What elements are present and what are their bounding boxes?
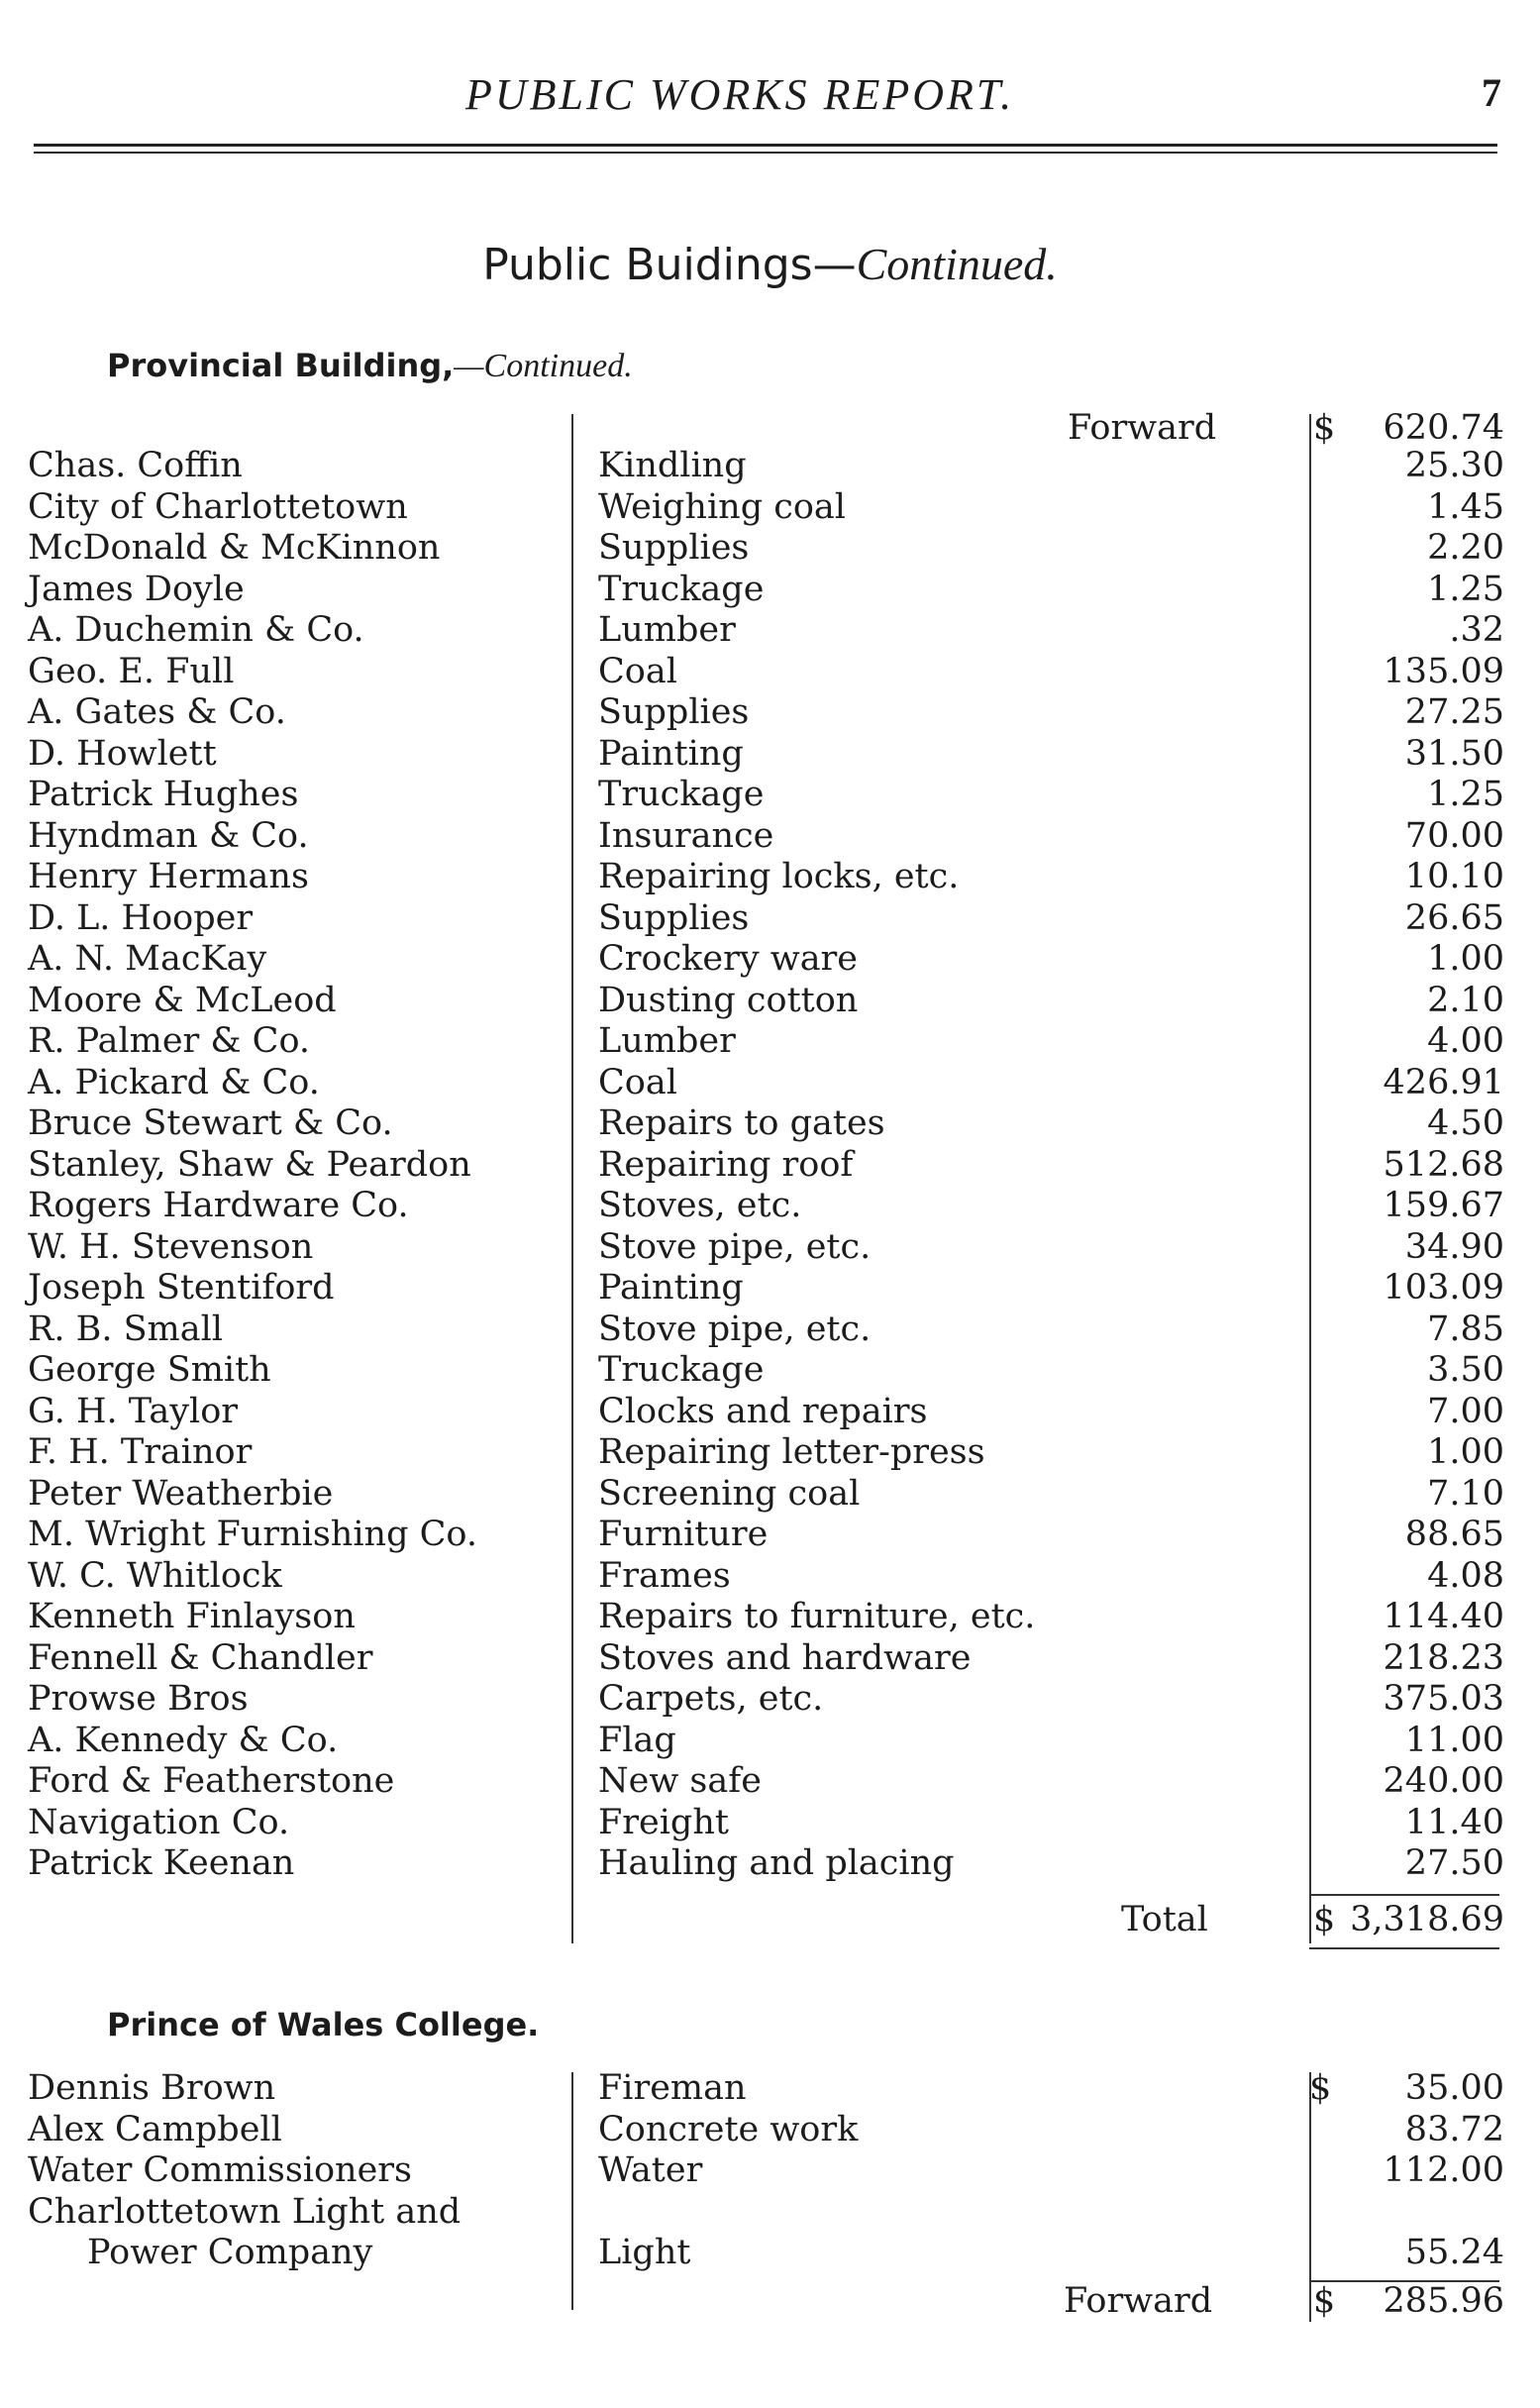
expense-item: Lumber: [598, 1021, 736, 1061]
expense-item: Repairs to furniture, etc.: [598, 1597, 1036, 1636]
table-row: [0, 857, 1540, 898]
table-row: [0, 1309, 1540, 1351]
expense-amount: 240.00: [1383, 1761, 1504, 1801]
table-row: [0, 528, 1540, 570]
payee-name: R. B. Small: [28, 1309, 223, 1349]
expense-amount: 25.30: [1404, 446, 1504, 485]
payee-name: Power Company: [87, 2233, 373, 2272]
payee-name: Prowse Bros: [28, 1679, 249, 1719]
expense-item: Repairing letter-press: [598, 1432, 985, 1472]
expense-item: Repairing locks, etc.: [598, 857, 960, 896]
table-row: [0, 1350, 1540, 1392]
expense-amount: .32: [1449, 610, 1504, 650]
expense-item: Stoves and hardware: [598, 1637, 972, 1678]
expense-item: Crockery ware: [598, 939, 859, 979]
expense-amount: 4.50: [1427, 1103, 1504, 1143]
provincial-heading-text: Provincial Building,: [107, 347, 455, 384]
table-row: [0, 2068, 1540, 2110]
payee-name: G. H. Taylor: [28, 1391, 238, 1431]
expense-amount: 31.50: [1404, 733, 1504, 774]
table-row: [0, 981, 1540, 1022]
payee-name: James Doyle: [28, 569, 245, 609]
expense-amount: 135.09: [1383, 651, 1504, 691]
table-row: [0, 1843, 1540, 1885]
table-row: [0, 1186, 1540, 1227]
payee-name: A. Pickard & Co.: [28, 1062, 320, 1102]
expense-item: Truckage: [598, 569, 765, 609]
payee-name: A. Gates & Co.: [28, 692, 286, 732]
table-row: [0, 2110, 1540, 2151]
expense-item: Supplies: [598, 692, 750, 732]
expense-amount: 10.10: [1404, 857, 1504, 896]
payee-name: Fennell & Chandler: [28, 1637, 373, 1678]
payee-name: Alex Campbell: [28, 2109, 282, 2149]
table-row: [0, 1268, 1540, 1309]
table-row: [0, 692, 1540, 734]
expense-amount: 27.50: [1404, 1843, 1504, 1883]
expense-amount: 159.67: [1383, 1186, 1504, 1225]
provincial-forward-dollar: $: [1313, 408, 1336, 448]
expense-amount: 83.72: [1404, 2109, 1504, 2149]
payee-name: Geo. E. Full: [28, 651, 235, 691]
expense-item: Furniture: [598, 1515, 769, 1554]
expense-item: Water: [598, 2150, 703, 2190]
payee-name: Peter Weatherbie: [28, 1473, 334, 1514]
table-row: [0, 487, 1540, 529]
expense-item: Supplies: [598, 528, 750, 568]
payee-name: W. C. Whitlock: [28, 1555, 282, 1596]
expense-item: Repairing roof: [598, 1144, 854, 1185]
expense-amount: 3.50: [1427, 1350, 1504, 1390]
expense-amount: 426.91: [1383, 1062, 1504, 1102]
provincial-table: [0, 446, 1540, 1885]
expense-item: Dusting cotton: [598, 980, 859, 1020]
expense-amount: 2.20: [1427, 528, 1504, 568]
college-heading: Prince of Wales College.: [107, 2006, 540, 2043]
expense-item: Coal: [598, 1062, 677, 1102]
table-row: [0, 1021, 1540, 1063]
expense-item: Freight: [598, 1802, 729, 1842]
expense-item: Supplies: [598, 897, 750, 938]
expense-amount: 218.23: [1383, 1637, 1504, 1678]
table-row: [0, 816, 1540, 858]
expense-amount: 34.90: [1404, 1226, 1504, 1267]
payee-name: George Smith: [28, 1350, 271, 1390]
college-forward-label: Forward: [1064, 2281, 1213, 2321]
payee-name: A. Kennedy & Co.: [28, 1720, 339, 1760]
expense-item: Repairs to gates: [598, 1103, 885, 1143]
table-row: [0, 734, 1540, 776]
expense-amount: 11.40: [1404, 1802, 1504, 1842]
page-number: 7: [1482, 70, 1501, 115]
payee-name: Moore & McLeod: [28, 980, 337, 1020]
table-row: [0, 570, 1540, 611]
expense-item: Flag: [598, 1720, 676, 1760]
expense-amount: 7.00: [1427, 1391, 1504, 1431]
expense-amount: 11.00: [1404, 1720, 1504, 1760]
expense-item: New safe: [598, 1761, 762, 1801]
payee-name: W. H. Stevenson: [28, 1226, 314, 1267]
expense-item: Screening coal: [598, 1473, 861, 1514]
section-title-continued: Continued.: [856, 239, 1058, 289]
payee-name: Charlottetown Light and: [28, 2191, 462, 2232]
expense-amount: 512.68: [1383, 1144, 1504, 1185]
payee-name: R. Palmer & Co.: [28, 1021, 311, 1061]
expense-amount: 1.00: [1427, 939, 1504, 979]
table-row: [0, 1761, 1540, 1803]
section-title: [0, 238, 1540, 290]
expense-item: Concrete work: [598, 2109, 859, 2149]
expense-item: Lumber: [598, 610, 736, 650]
table-row: [0, 1556, 1540, 1598]
table-row: [0, 652, 1540, 693]
expense-amount: 1.25: [1427, 775, 1504, 814]
table-row: [0, 1103, 1540, 1145]
expense-amount: 4.00: [1427, 1021, 1504, 1061]
expense-amount: 35.00: [1404, 2068, 1504, 2108]
provincial-heading-continued: —Continued.: [454, 348, 633, 384]
table-row: [0, 1145, 1540, 1187]
expense-item: Light: [598, 2233, 691, 2272]
section-title-dash: —: [812, 240, 857, 290]
expense-item: Insurance: [598, 815, 774, 856]
expense-amount: 55.24: [1404, 2233, 1504, 2272]
expense-item: Weighing coal: [598, 486, 846, 527]
payee-name: Henry Hermans: [28, 857, 309, 896]
payee-name: F. H. Trainor: [28, 1432, 253, 1472]
expense-item: Truckage: [598, 1350, 765, 1390]
expense-item: Stove pipe, etc.: [598, 1309, 872, 1349]
expense-amount: 88.65: [1404, 1515, 1504, 1554]
section-title-text: Public Buidings: [482, 240, 813, 290]
table-row: [0, 446, 1540, 487]
payee-name: City of Charlottetown: [28, 486, 408, 527]
provincial-heading: [107, 347, 633, 385]
table-row: [0, 1721, 1540, 1762]
expense-amount: 375.03: [1383, 1679, 1504, 1719]
payee-name: D. Howlett: [28, 733, 217, 774]
expense-item: Painting: [598, 733, 744, 774]
payee-name: A. N. MacKay: [28, 939, 267, 979]
provincial-forward-label: Forward: [1068, 408, 1217, 448]
payee-name: M. Wright Furnishing Co.: [28, 1515, 477, 1554]
table-row: [0, 2150, 1540, 2192]
provincial-total-label: Total: [1121, 1900, 1208, 1939]
provincial-forward-amount: 620.74: [1383, 408, 1504, 448]
payee-name: Patrick Hughes: [28, 775, 299, 814]
expense-amount: 114.40: [1383, 1597, 1504, 1636]
payee-name: Dennis Brown: [28, 2068, 276, 2108]
expense-item: Carpets, etc.: [598, 1679, 824, 1719]
header-rule-bottom: [34, 152, 1497, 154]
table-row: [0, 1063, 1540, 1104]
table-row: [0, 1638, 1540, 1680]
table-row: [0, 1597, 1540, 1638]
payee-name: Navigation Co.: [28, 1802, 290, 1842]
expense-amount: 7.85: [1427, 1309, 1504, 1349]
payee-name: Water Commissioners: [28, 2150, 412, 2190]
expense-item: Stove pipe, etc.: [598, 1226, 872, 1267]
expense-amount: 103.09: [1383, 1268, 1504, 1308]
total-rule: [1309, 1894, 1499, 1896]
header-rule-top: [34, 144, 1497, 147]
table-row: [0, 1392, 1540, 1433]
expense-item: Hauling and placing: [598, 1843, 955, 1883]
table-row: [0, 2233, 1540, 2274]
payee-name: D. L. Hooper: [28, 897, 254, 938]
expense-amount: 70.00: [1404, 815, 1504, 856]
table-row: [0, 1803, 1540, 1844]
expense-amount: 26.65: [1404, 897, 1504, 938]
table-row: [0, 775, 1540, 816]
table-row: [0, 2192, 1540, 2234]
expense-item: Truckage: [598, 775, 765, 814]
payee-name: A. Duchemin & Co.: [28, 610, 364, 650]
expense-amount: 112.00: [1383, 2150, 1504, 2190]
payee-name: Kenneth Finlayson: [28, 1597, 356, 1636]
payee-name: Hyndman & Co.: [28, 815, 309, 856]
payee-name: Bruce Stewart & Co.: [28, 1103, 393, 1143]
expense-item: Coal: [598, 651, 677, 691]
expense-amount: 1.25: [1427, 569, 1504, 609]
table-row: [0, 1515, 1540, 1556]
expense-item: Frames: [598, 1555, 731, 1596]
college-table: [0, 2068, 1540, 2274]
provincial-total-dollar: $: [1313, 1900, 1336, 1939]
college-forward-amount: 285.96: [1383, 2281, 1504, 2321]
table-row: [0, 1227, 1540, 1269]
table-row: [0, 1679, 1540, 1721]
running-title: PUBLIC WORKS REPORT.: [465, 70, 1015, 119]
table-row: [0, 1432, 1540, 1474]
expense-item: Kindling: [598, 446, 747, 485]
expense-amount: 7.10: [1427, 1473, 1504, 1514]
payee-name: McDonald & McKinnon: [28, 528, 441, 568]
expense-amount: 27.25: [1404, 692, 1504, 732]
expense-item: Clocks and repairs: [598, 1391, 928, 1431]
payee-name: Chas. Coffin: [28, 446, 243, 485]
table-row: [0, 1474, 1540, 1516]
college-forward-dollar: $: [1313, 2281, 1336, 2321]
total-underline: [1309, 1947, 1499, 1949]
table-row: [0, 898, 1540, 940]
payee-name: Rogers Hardware Co.: [28, 1186, 409, 1225]
expense-amount: 1.00: [1427, 1432, 1504, 1472]
expense-item: Fireman: [598, 2068, 747, 2108]
dollar-sign: $: [1309, 2068, 1332, 2108]
payee-name: Stanley, Shaw & Peardon: [28, 1144, 471, 1185]
payee-name: Ford & Featherstone: [28, 1761, 395, 1801]
expense-item: Stoves, etc.: [598, 1186, 802, 1225]
payee-name: Patrick Keenan: [28, 1843, 295, 1883]
table-row: [0, 939, 1540, 981]
payee-name: Joseph Stentiford: [28, 1268, 335, 1308]
running-header: [0, 69, 1540, 129]
provincial-total-amount: 3,318.69: [1350, 1900, 1504, 1939]
table-row: [0, 610, 1540, 652]
expense-amount: 1.45: [1427, 486, 1504, 527]
expense-item: Painting: [598, 1268, 744, 1308]
expense-amount: 2.10: [1427, 980, 1504, 1020]
expense-amount: 4.08: [1427, 1555, 1504, 1596]
